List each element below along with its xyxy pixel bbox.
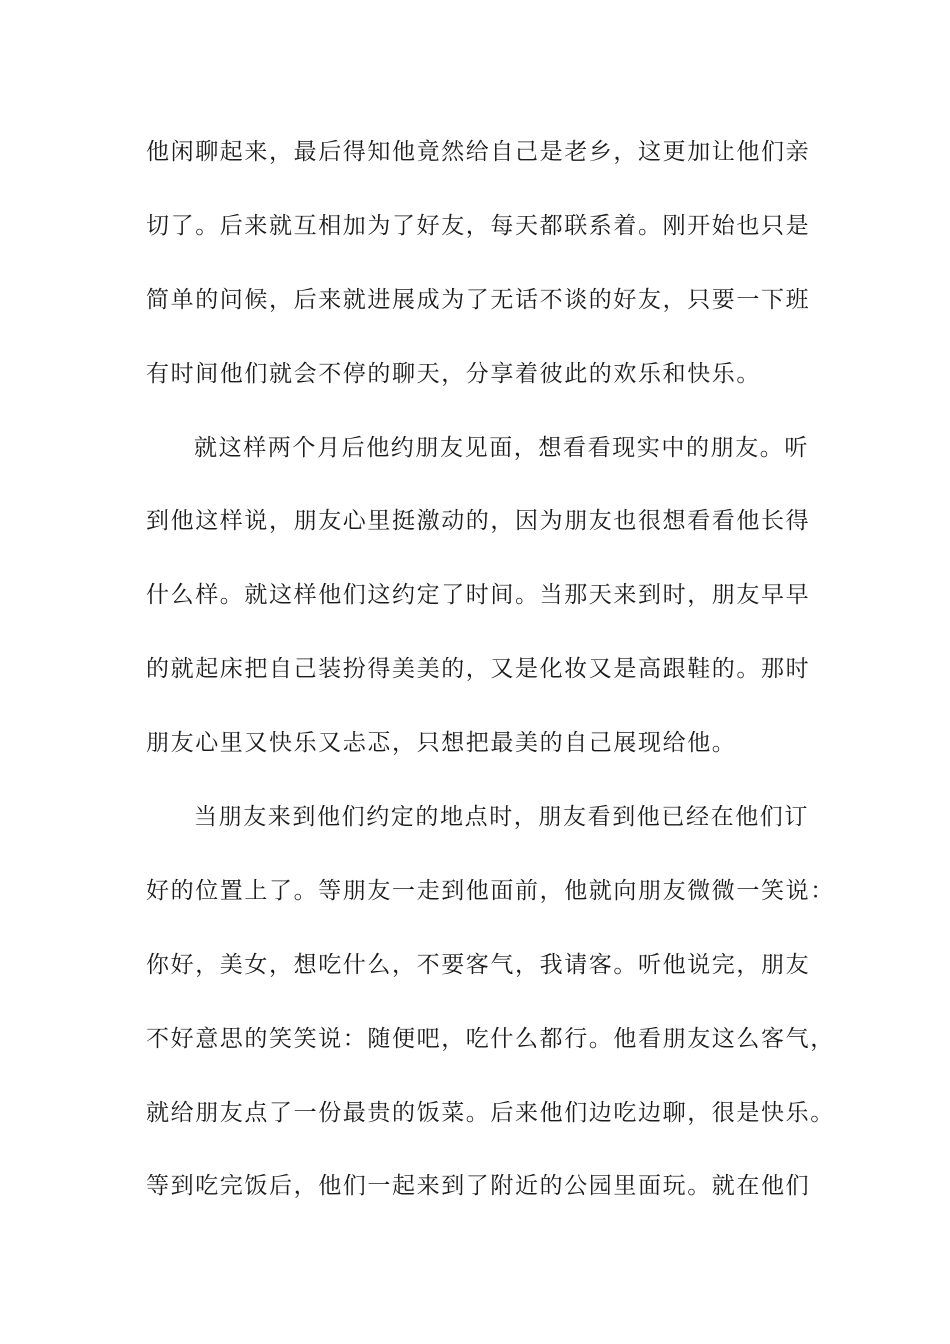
text-line: 朋友心里又快乐又忐忑，只想把最美的自己展现给他。 bbox=[146, 730, 737, 757]
body-text bbox=[146, 126, 835, 1234]
paragraph-first-line: 就这样两个月后他约朋友见面，想看看现实中的朋友。听 bbox=[194, 434, 809, 461]
text-line: 的就起床把自己装扮得美美的，又是化妆又是高跟鞋的。那时 bbox=[146, 656, 811, 683]
text-line: 他闲聊起来，最后得知他竟然给自己是老乡，这更加让他们亲 bbox=[146, 139, 811, 165]
text-line: 什么样。就这样他们这约定了时间。当那天来到时，朋友早早 bbox=[146, 582, 811, 609]
text-line: 简单的问候，后来就进展成为了无话不谈的好友，只要一下班 bbox=[146, 286, 811, 313]
text-line: 你好，美女，想吃什么，不要客气，我请客。听他说完，朋友 bbox=[146, 951, 811, 978]
text-line: 有时间他们就会不停的聊天，分享着彼此的欢乐和快乐。 bbox=[146, 360, 761, 387]
text-line: 到他这样说，朋友心里挺激动的，因为朋友也很想看看他长得 bbox=[146, 508, 811, 535]
text-line: 就给朋友点了一份最贵的饭菜。后来他们边吃边聊，很是快乐。 bbox=[146, 1099, 835, 1126]
text-line: 不好意思的笑笑说：随便吧，吃什么都行。他看朋友这么客气， bbox=[146, 1025, 835, 1052]
text-line: 切了。后来就互相加为了好友，每天都联系着。刚开始也只是 bbox=[146, 212, 811, 239]
text-line: 等到吃完饭后，他们一起来到了附近的公园里面玩。就在他们 bbox=[146, 1173, 811, 1200]
paragraph-first-line: 当朋友来到他们约定的地点时，朋友看到他已经在他们订 bbox=[194, 804, 809, 831]
text-line: 好的位置上了。等朋友一走到他面前，他就向朋友微微一笑说： bbox=[146, 877, 835, 904]
